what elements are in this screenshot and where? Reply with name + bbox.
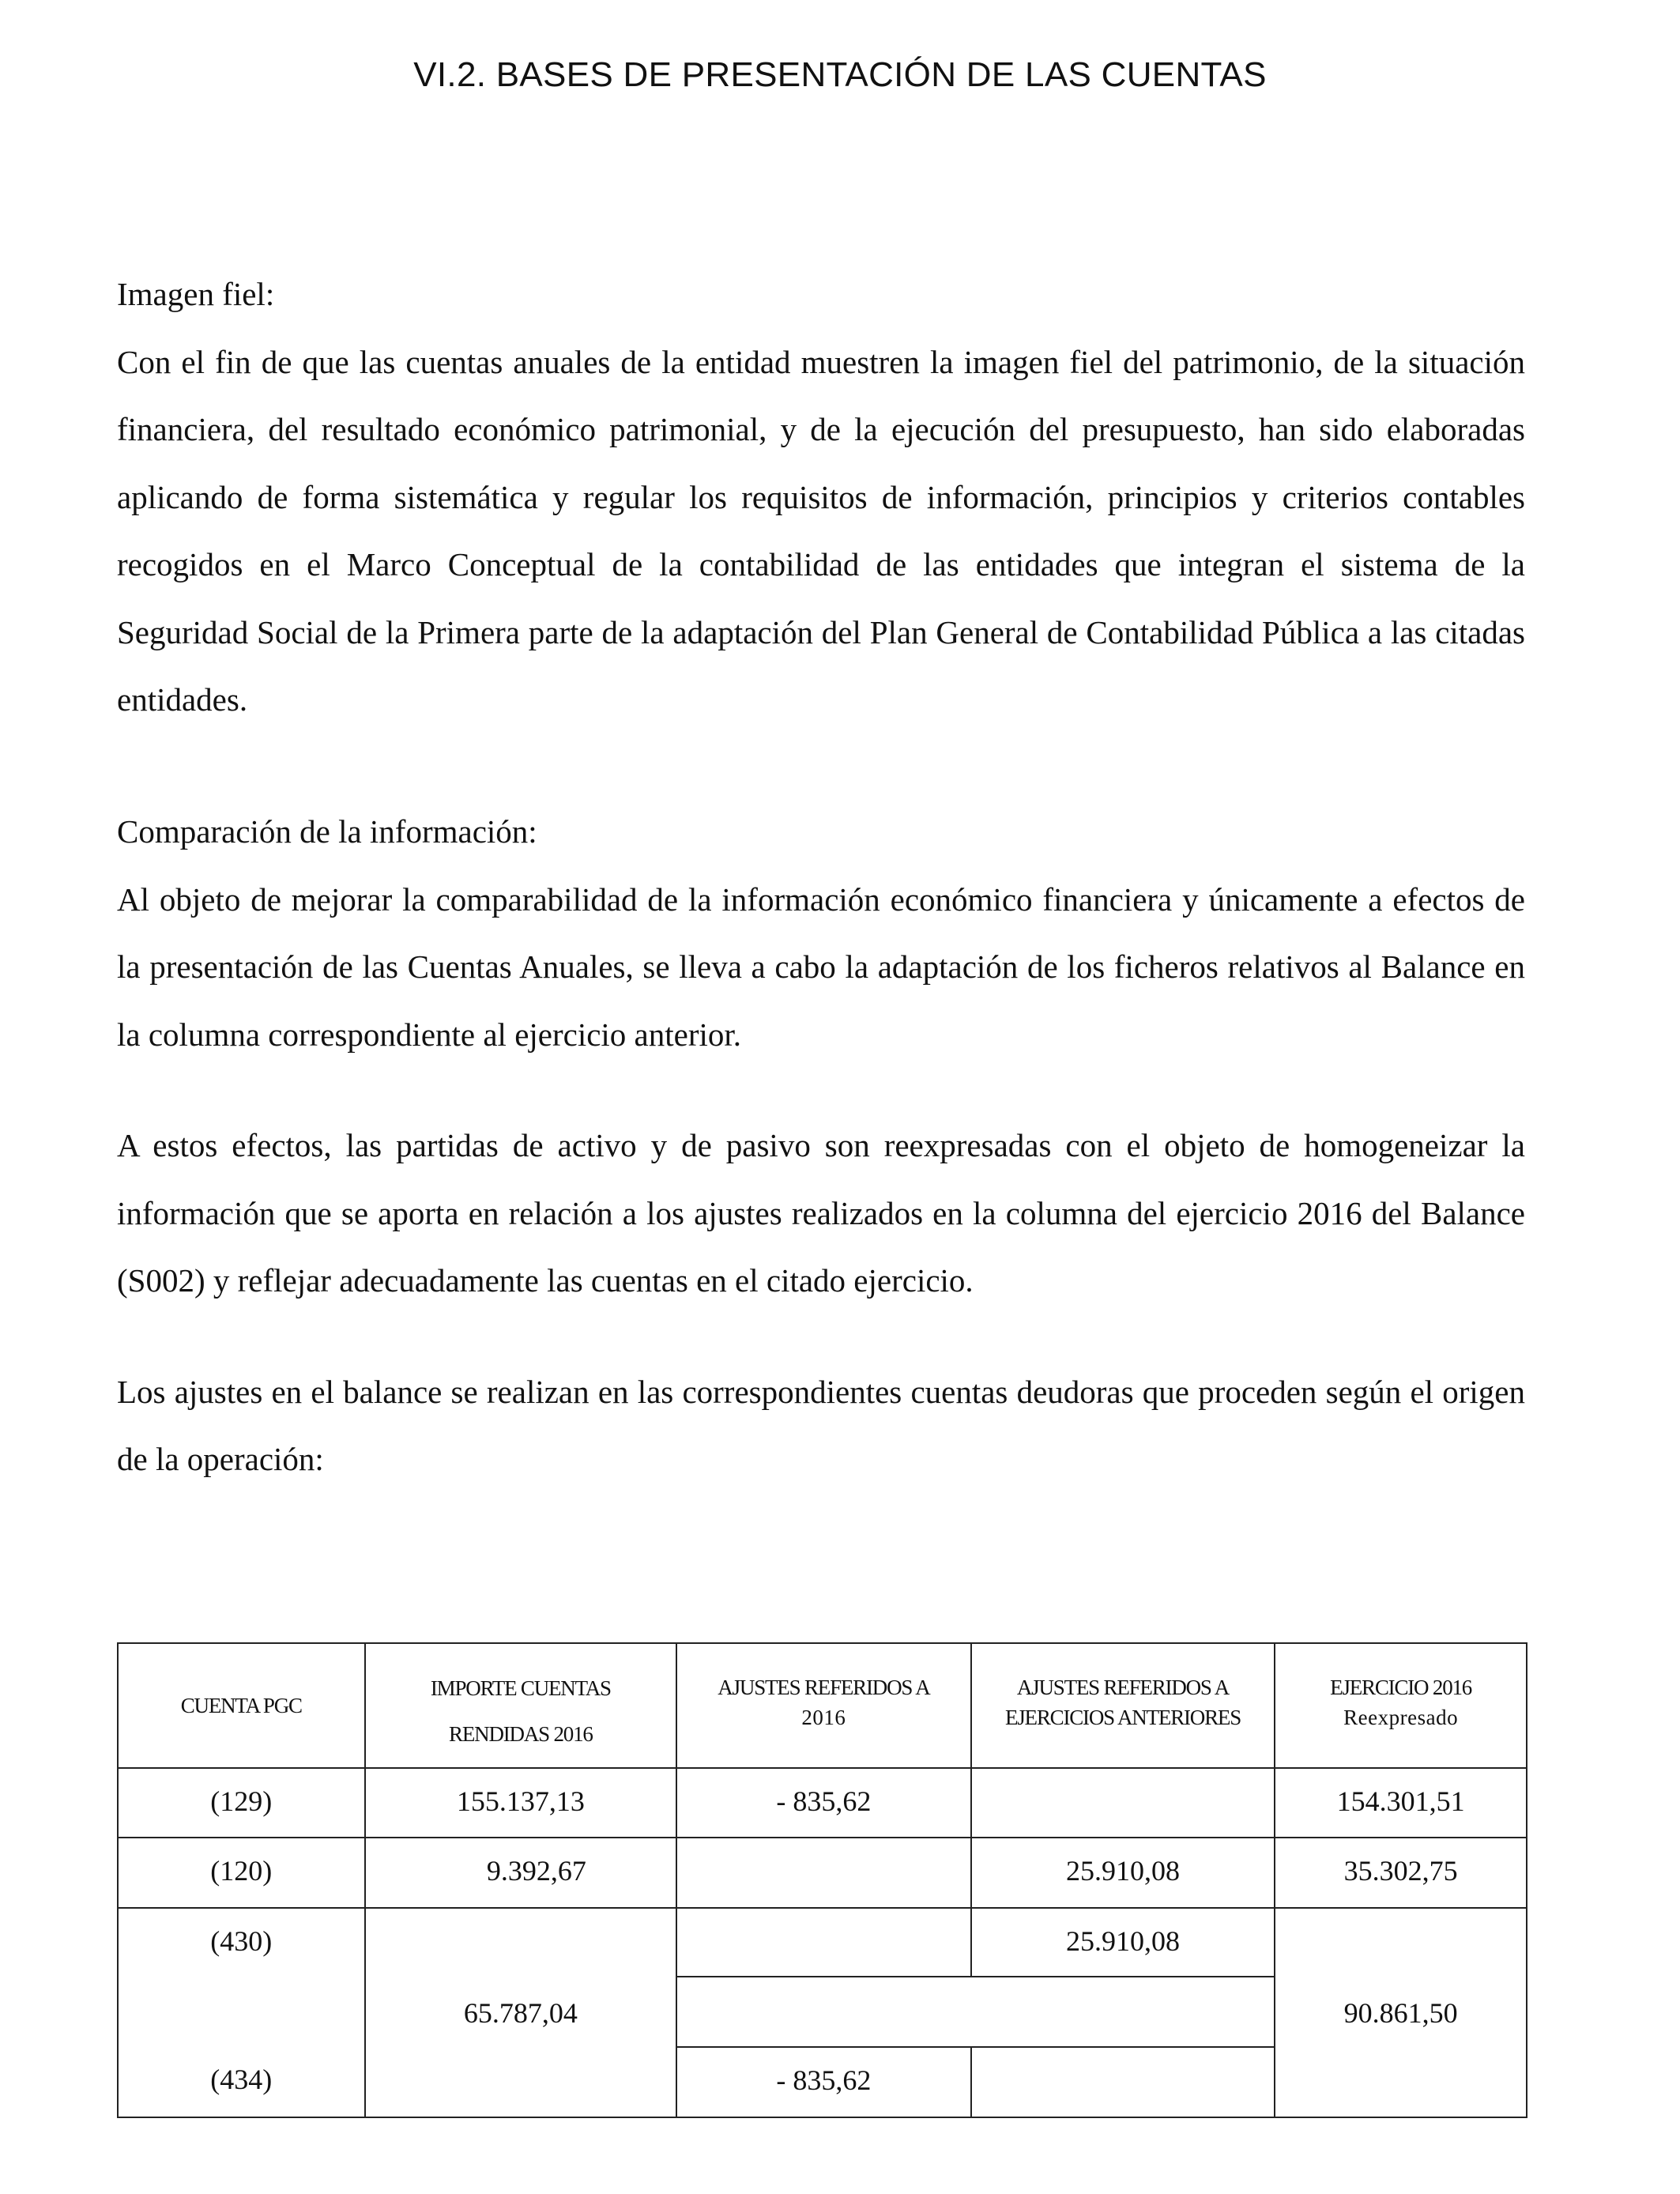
header-ajustes-anteriores: AJUSTES REFERIDOS A EJERCICIOS ANTERIORES (971, 1643, 1275, 1768)
cell-cuenta: (120) (118, 1838, 365, 1908)
section-imagen-fiel (117, 261, 1525, 734)
header-cuenta-pgc: CUENTA PGC (118, 1643, 365, 1768)
cell-cuenta: (430) (210, 1925, 273, 1957)
paragraph: Con el fin de que las cuentas anuales de la entidad muestren la imagen fiel del patrimonio, de la situación financiera, del resultado económico patrimonial, y de la ejecución del presupuesto, han sido elaboradas aplicando de forma sistemática y regular los requisitos de información, principios y criterios contables recogidos en el Marco Conceptual de la contabilidad de las entidades que integran el sistema de la Seguridad Social de la Primera parte de la adaptación del Plan General de Contabilidad Pública a las citadas entidades. (117, 343, 1525, 718)
adjustments-table (117, 1642, 1527, 2118)
cell-ejercicio: 154.301,51 (1275, 1768, 1527, 1838)
cell-importe: 65.787,04 (365, 1908, 677, 2117)
table-header-row (118, 1643, 1527, 1768)
cell-importe: 155.137,13 (365, 1768, 677, 1838)
cell-cuenta-group (118, 1908, 365, 2117)
cell-ajuste-2016: - 835,62 (676, 1768, 971, 1838)
section-heading: Imagen fiel: (117, 276, 275, 312)
header-importe-cuentas: IMPORTE CUENTAS RENDIDAS 2016 (365, 1643, 677, 1768)
cell-cuenta: (434) (210, 2064, 273, 2095)
paragraph: A estos efectos, las partidas de activo y de pasivo son reexpresadas con el objeto de homogeneizar la información que se aporta en relación a los ajustes realizados en la columna del ejercicio 2016 del Balance (S002) y reflejar adecuadamente las cuentas en el citado ejercicio. (117, 1127, 1525, 1299)
cell-ajuste-anteriores: 25.910,08 (971, 1838, 1275, 1908)
table-row (118, 1908, 1527, 1977)
cell-empty (676, 1977, 1275, 2047)
page-title: VI.2. BASES DE PRESENTACIÓN DE LAS CUENTAS (413, 55, 1267, 94)
cell-ajuste-2016 (676, 1908, 971, 1977)
cell-ajuste-2016: - 835,62 (676, 2047, 971, 2117)
table-row (118, 1768, 1527, 1838)
table-row (118, 1838, 1527, 1908)
section-heading: Comparación de la información: (117, 813, 537, 850)
paragraph: Los ajustes en el balance se realizan en las correspondientes cuentas deudoras que proceden según el origen de la operación: (117, 1373, 1525, 1477)
cell-ajuste-anteriores (971, 1768, 1275, 1838)
cell-ejercicio: 90.861,50 (1275, 1908, 1527, 2117)
cell-ajuste-2016 (676, 1838, 971, 1908)
cell-ajuste-anteriores: 25.910,08 (971, 1908, 1275, 1977)
cell-ajuste-anteriores (971, 2047, 1275, 2117)
cell-importe: 9.392,67 (365, 1838, 677, 1908)
cell-ejercicio: 35.302,75 (1275, 1838, 1527, 1908)
section-comparacion (117, 798, 1525, 1494)
cell-cuenta: (129) (118, 1768, 365, 1838)
header-ejercicio-2016: EJERCICIO 2016 Reexpresado (1275, 1643, 1527, 1768)
paragraph: Al objeto de mejorar la comparabilidad de la información económico financiera y únicamente a efectos de la presentación de las Cuentas Anuales, se lleva a cabo la adaptación de los ficheros relativos al Balance en la columna correspondiente al ejercicio anterior. (117, 880, 1525, 1053)
header-ajustes-2016: AJUSTES REFERIDOS A 2016 (676, 1643, 971, 1768)
